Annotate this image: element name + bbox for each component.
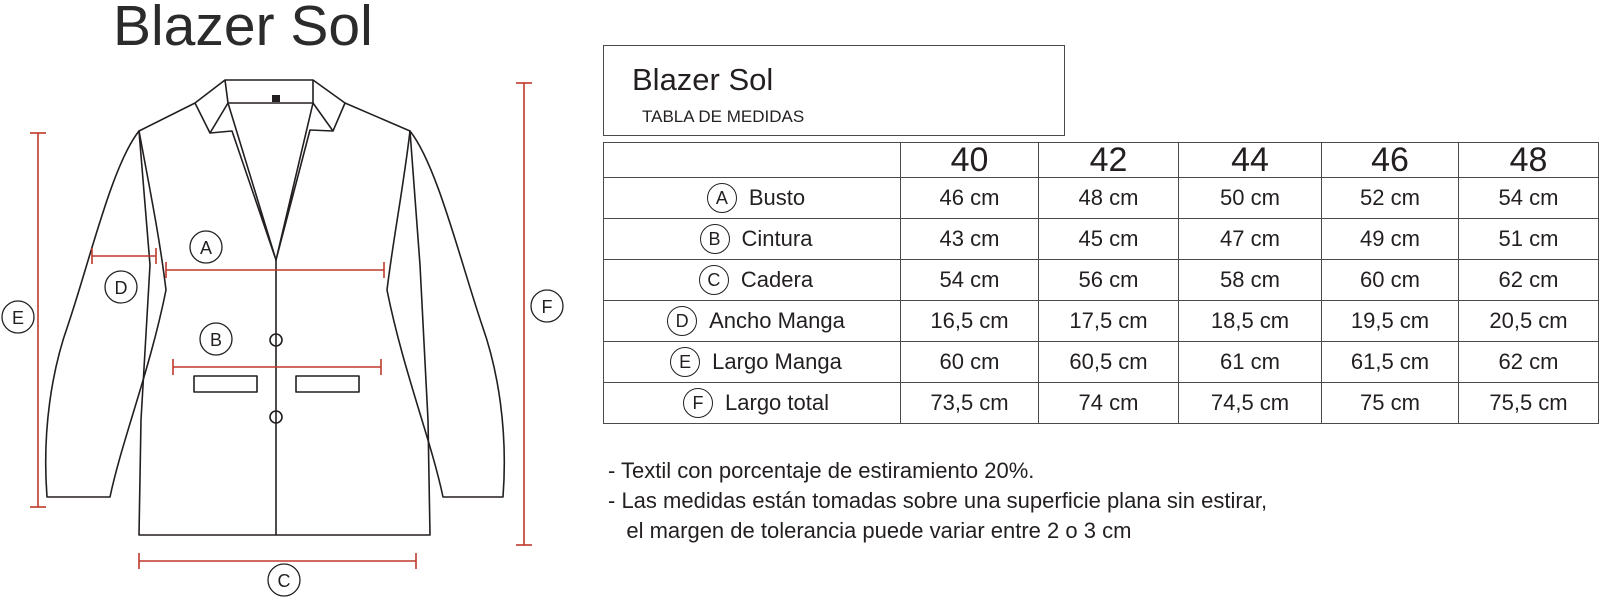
row-label: Busto bbox=[748, 185, 806, 210]
table-cell: 74,5 cm bbox=[1179, 383, 1322, 424]
table-cell: 74 cm bbox=[1039, 383, 1179, 424]
table-cell: 52 cm bbox=[1322, 178, 1459, 219]
size-header: 40 bbox=[901, 143, 1039, 178]
table-row bbox=[604, 219, 1599, 260]
table-cell: 20,5 cm bbox=[1459, 301, 1599, 342]
marker-b: B bbox=[209, 330, 223, 350]
note-line: - Las medidas están tomadas sobre una superficie plana sin estirar, bbox=[608, 488, 1268, 513]
row-label-cell bbox=[604, 342, 901, 383]
row-label: Ancho Manga bbox=[709, 308, 845, 333]
table-cell: 45 cm bbox=[1039, 219, 1179, 260]
table-cell: 49 cm bbox=[1322, 219, 1459, 260]
row-label: Cadera bbox=[740, 267, 814, 292]
table-cell: 56 cm bbox=[1039, 260, 1179, 301]
table-row bbox=[604, 178, 1599, 219]
table-cell: 19,5 cm bbox=[1322, 301, 1459, 342]
table-cell: 43 cm bbox=[901, 219, 1039, 260]
table-cell: 46 cm bbox=[901, 178, 1039, 219]
table-cell: 17,5 cm bbox=[1039, 301, 1179, 342]
row-key-badge: B bbox=[700, 224, 730, 254]
row-label-cell bbox=[604, 301, 901, 342]
measure-line-a bbox=[166, 262, 384, 278]
table-row bbox=[604, 383, 1599, 424]
table-cell: 58 cm bbox=[1179, 260, 1322, 301]
table-title-box bbox=[603, 45, 1065, 136]
right-pocket bbox=[296, 376, 359, 392]
table-cell: 62 cm bbox=[1459, 342, 1599, 383]
measure-line-d bbox=[92, 248, 156, 264]
marker-f: F bbox=[541, 297, 553, 317]
row-label: Largo total bbox=[725, 390, 829, 415]
row-label-cell bbox=[604, 219, 901, 260]
row-key-badge: E bbox=[670, 347, 700, 377]
header-empty-cell bbox=[604, 143, 901, 178]
table-cell: 61 cm bbox=[1179, 342, 1322, 383]
table-cell: 54 cm bbox=[901, 260, 1039, 301]
size-header: 42 bbox=[1039, 143, 1179, 178]
table-cell: 51 cm bbox=[1459, 219, 1599, 260]
marker-a: A bbox=[199, 238, 213, 258]
row-key-badge: D bbox=[667, 306, 697, 336]
size-header: 46 bbox=[1322, 143, 1459, 178]
table-cell: 50 cm bbox=[1179, 178, 1322, 219]
table-subtitle: TABLA DE MEDIDAS bbox=[642, 107, 805, 126]
table-cell: 54 cm bbox=[1459, 178, 1599, 219]
row-label-cell bbox=[604, 260, 901, 301]
blazer-diagram bbox=[0, 0, 580, 598]
marker-e: E bbox=[11, 308, 25, 328]
table-cell: 75 cm bbox=[1322, 383, 1459, 424]
table-cell: 61,5 cm bbox=[1322, 342, 1459, 383]
measure-line-f bbox=[516, 83, 532, 545]
left-lapel-edge bbox=[210, 103, 228, 133]
table-cell: 60 cm bbox=[901, 342, 1039, 383]
marker-c: C bbox=[277, 571, 291, 591]
table-row bbox=[604, 342, 1599, 383]
measure-line-b bbox=[173, 359, 381, 375]
table-cell: 47 cm bbox=[1179, 219, 1322, 260]
size-header: 44 bbox=[1179, 143, 1322, 178]
table-cell: 60 cm bbox=[1322, 260, 1459, 301]
right-lapel-edge bbox=[313, 103, 333, 131]
page-title: Blazer Sol bbox=[113, 0, 373, 58]
table-cell: 75,5 cm bbox=[1459, 383, 1599, 424]
table-title: Blazer Sol bbox=[632, 62, 774, 97]
row-label-cell bbox=[604, 178, 901, 219]
right-sleeve-outline bbox=[387, 131, 504, 497]
table-cell: 73,5 cm bbox=[901, 383, 1039, 424]
collar-label-tag bbox=[272, 95, 280, 102]
table-row bbox=[604, 260, 1599, 301]
table-row bbox=[604, 301, 1599, 342]
row-label: Largo Manga bbox=[712, 349, 842, 374]
note-line: - Textil con porcentaje de estiramiento 20%. bbox=[608, 458, 1035, 483]
table-cell: 18,5 cm bbox=[1179, 301, 1322, 342]
table-cell: 60,5 cm bbox=[1039, 342, 1179, 383]
marker-d: D bbox=[114, 278, 128, 298]
row-label: Cintura bbox=[741, 226, 813, 251]
table-cell: 16,5 cm bbox=[901, 301, 1039, 342]
left-pocket bbox=[194, 376, 257, 392]
row-key-badge: A bbox=[707, 183, 737, 213]
right-lapel bbox=[276, 103, 345, 260]
measurement-notes bbox=[608, 456, 1267, 546]
collar-outline bbox=[225, 80, 313, 103]
size-header: 48 bbox=[1459, 143, 1599, 178]
size-chart-table bbox=[603, 142, 1599, 424]
row-label-cell bbox=[604, 383, 901, 424]
row-key-badge: C bbox=[699, 265, 729, 295]
table-cell: 48 cm bbox=[1039, 178, 1179, 219]
table-header-row bbox=[604, 143, 1599, 178]
blazer-body-outline bbox=[139, 80, 430, 535]
row-key-badge: F bbox=[683, 388, 713, 418]
table-cell: 62 cm bbox=[1459, 260, 1599, 301]
note-line: el margen de tolerancia puede variar entre 2 o 3 cm bbox=[608, 518, 1132, 543]
